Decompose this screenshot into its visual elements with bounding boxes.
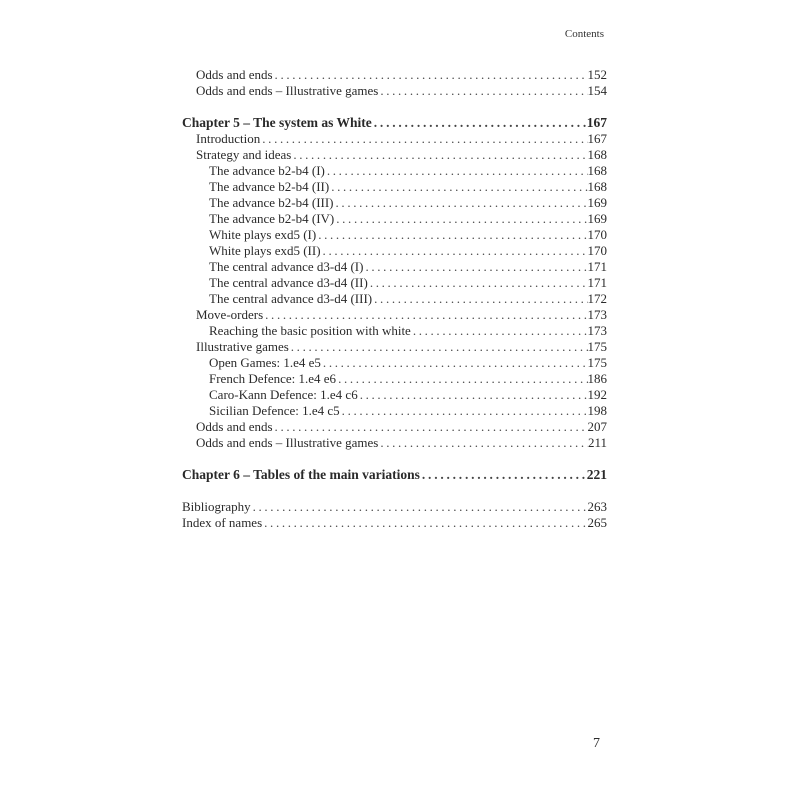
toc-chapter-entry: [182, 115, 607, 131]
dot-leader: [334, 211, 587, 227]
toc-entry-title: The central advance d3-d4 (III): [209, 291, 373, 306]
toc-entry-title: Bibliography: [182, 499, 251, 514]
toc-entry-page: 173: [587, 307, 607, 322]
toc-entry: [182, 419, 607, 435]
toc-entry-title: Move-orders: [196, 307, 264, 322]
dot-leader: [340, 403, 588, 419]
dot-leader: [321, 355, 588, 371]
toc-entry-title: Chapter 5 – The system as White: [182, 115, 372, 130]
toc-entry-page: 169: [587, 211, 607, 226]
toc-entry-page: 175: [587, 339, 607, 354]
dot-leader: [273, 419, 588, 435]
toc-entry-title: Odds and ends – Illustrative games: [196, 435, 379, 450]
toc-entry-title: Sicilian Defence: 1.e4 c5: [209, 403, 340, 418]
toc-entry-page: 168: [587, 163, 607, 178]
toc-entry: [182, 211, 607, 227]
toc-entry: [182, 515, 607, 531]
toc-entry-page: 198: [587, 403, 607, 418]
dot-leader: [372, 291, 587, 307]
toc-entry: [182, 355, 607, 371]
toc-entry: [182, 131, 607, 147]
toc-entry-title: Index of names: [182, 515, 263, 530]
toc-entry-page: 211: [587, 435, 607, 450]
toc-entry: [182, 371, 607, 387]
dot-leader: [289, 339, 588, 355]
toc-entry: [182, 67, 607, 83]
toc-entry: [182, 387, 607, 403]
toc-entry: [182, 291, 607, 307]
toc-entry-title: Open Games: 1.e4 e5: [209, 355, 321, 370]
toc-entry-title: White plays exd5 (II): [209, 243, 321, 258]
dot-leader: [251, 499, 588, 515]
toc-entry-page: 168: [587, 147, 607, 162]
toc-entry-page: 167: [587, 131, 607, 146]
toc-entry: [182, 339, 607, 355]
toc-entry-title: Introduction: [196, 131, 261, 146]
running-header: Contents: [564, 28, 604, 40]
toc-entry-title: Illustrative games: [196, 339, 289, 354]
toc-entry: [182, 227, 607, 243]
toc-entry-title: Caro-Kann Defence: 1.e4 c6: [209, 387, 358, 402]
dot-leader: [263, 307, 587, 323]
toc-entry-page: 171: [587, 259, 607, 274]
toc-entry-page: 170: [587, 243, 607, 258]
dot-leader: [325, 163, 588, 179]
toc-entry-title: Reaching the basic position with white: [209, 323, 411, 338]
toc-entry-title: The advance b2-b4 (IV): [209, 211, 335, 226]
toc-entry-title: The advance b2-b4 (III): [209, 195, 334, 210]
toc-entry: [182, 147, 607, 163]
dot-leader: [368, 275, 588, 291]
dot-leader: [378, 435, 588, 451]
toc-entry-title: Odds and ends: [196, 67, 273, 82]
dot-leader: [358, 387, 588, 403]
toc-entry-title: Odds and ends – Illustrative games: [196, 83, 379, 98]
toc-entry-page: 152: [587, 67, 607, 82]
toc-entry: [182, 323, 607, 339]
toc-entry-title: French Defence: 1.e4 e6: [209, 371, 337, 386]
table-of-contents: [182, 67, 607, 547]
toc-entry-page: 263: [587, 499, 607, 514]
toc-entry: [182, 243, 607, 259]
dot-leader: [262, 515, 587, 531]
dot-leader: [329, 179, 587, 195]
toc-entry-page: 221: [586, 467, 607, 482]
toc-entry: [182, 179, 607, 195]
toc-entry-page: 265: [587, 515, 607, 530]
toc-entry: [182, 275, 607, 291]
dot-leader: [372, 115, 587, 131]
toc-group: [182, 115, 607, 451]
dot-leader: [420, 467, 587, 483]
toc-entry: [182, 259, 607, 275]
toc-entry-title: The advance b2-b4 (II): [209, 179, 330, 194]
dot-leader: [316, 227, 587, 243]
toc-entry: [182, 403, 607, 419]
toc-entry-title: White plays exd5 (I): [209, 227, 317, 242]
toc-entry-page: 171: [587, 275, 607, 290]
toc-group: [182, 499, 607, 531]
toc-group: [182, 67, 607, 99]
page-number: 7: [593, 736, 600, 751]
dot-leader: [411, 323, 588, 339]
dot-leader: [291, 147, 587, 163]
dot-leader: [273, 67, 588, 83]
toc-entry: [182, 83, 607, 99]
toc-entry: [182, 435, 607, 451]
toc-entry-title: The advance b2-b4 (I): [209, 163, 325, 178]
toc-entry-title: Odds and ends: [196, 419, 273, 434]
toc-entry-page: 175: [587, 355, 607, 370]
toc-entry-title: Chapter 6 – Tables of the main variations: [182, 467, 420, 482]
toc-group: [182, 467, 607, 483]
toc-entry-page: 170: [587, 227, 607, 242]
toc-entry-page: 169: [587, 195, 607, 210]
dot-leader: [321, 243, 588, 259]
dot-leader: [336, 371, 587, 387]
toc-entry-page: 154: [587, 83, 607, 98]
toc-entry-page: 192: [587, 387, 607, 402]
toc-chapter-entry: [182, 467, 607, 483]
toc-entry: [182, 195, 607, 211]
dot-leader: [378, 83, 587, 99]
toc-entry: [182, 307, 607, 323]
dot-leader: [334, 195, 588, 211]
toc-entry-page: 167: [586, 115, 607, 130]
toc-entry-page: 168: [587, 179, 607, 194]
toc-entry-title: The central advance d3-d4 (I): [209, 259, 364, 274]
toc-entry-title: The central advance d3-d4 (II): [209, 275, 368, 290]
toc-entry-page: 172: [587, 291, 607, 306]
toc-entry-title: Strategy and ideas: [196, 147, 292, 162]
dot-leader: [363, 259, 587, 275]
toc-entry: [182, 499, 607, 515]
toc-entry: [182, 163, 607, 179]
toc-entry-page: 173: [587, 323, 607, 338]
dot-leader: [260, 131, 587, 147]
toc-entry-page: 186: [587, 371, 607, 386]
toc-entry-page: 207: [587, 419, 607, 434]
